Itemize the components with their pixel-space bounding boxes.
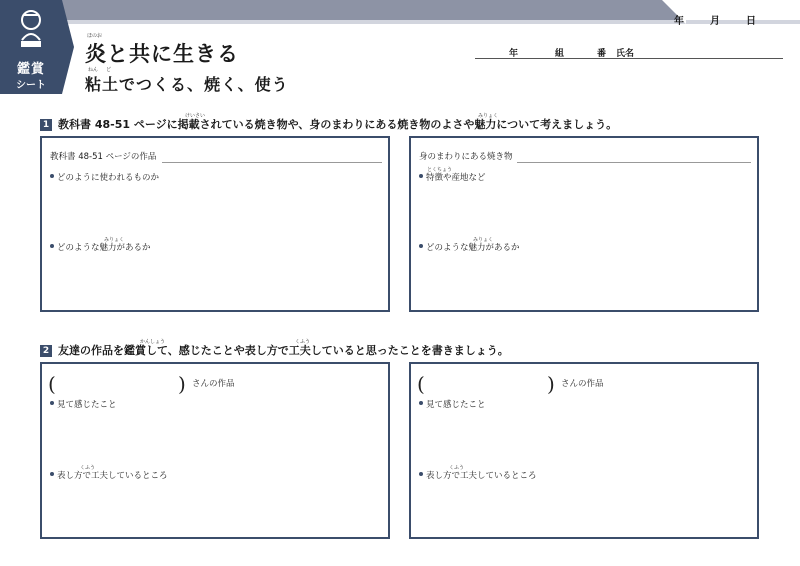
question-1-number: 1 bbox=[40, 119, 52, 131]
q2-left-friend-work-label: さんの作品 bbox=[192, 379, 235, 389]
q1-left-box-header: 教科書 48-51 ページの作品 bbox=[50, 152, 157, 162]
q2-right-bracket-close: ) bbox=[547, 372, 555, 396]
name-number-label: 番 bbox=[597, 49, 607, 59]
q2-ruby-kansho: かんしょう bbox=[140, 339, 166, 345]
page-subtitle: 粘土でつくる、焼く、使う bbox=[85, 75, 289, 94]
subtitle-ruby-nen: ねん bbox=[88, 67, 99, 73]
bullet-icon bbox=[50, 401, 54, 405]
q1-right-item-1-ruby: とくちょう bbox=[427, 167, 453, 173]
page-title: 炎と共に生きる bbox=[85, 42, 239, 66]
bullet-icon bbox=[419, 174, 423, 178]
q1-left-item-2-ruby: みりょく bbox=[104, 237, 125, 243]
q1-right-item-2-ruby: みりょく bbox=[473, 237, 494, 243]
bullet-icon bbox=[419, 401, 423, 405]
q2-left-item-2-ruby: くふう bbox=[80, 465, 96, 471]
name-class-label: 組 bbox=[555, 49, 565, 59]
q1-right-header-line bbox=[517, 162, 751, 163]
name-year-label: 年 bbox=[509, 49, 519, 59]
q2-right-item-2-ruby: くふう bbox=[449, 465, 465, 471]
date-month-label: 月 bbox=[710, 16, 720, 27]
q2-right-item-2: 表し方で工夫しているところ bbox=[419, 469, 537, 481]
q1-ruby-keisai: けいさい bbox=[185, 113, 206, 119]
q1-right-answer-box[interactable] bbox=[409, 136, 759, 312]
bullet-icon bbox=[50, 174, 54, 178]
q1-left-item-2: どのような魅力があるか bbox=[50, 241, 151, 253]
bullet-icon bbox=[50, 244, 54, 248]
q1-left-answer-box[interactable] bbox=[40, 136, 390, 312]
question-2 bbox=[40, 342, 509, 358]
q1-right-item-1: 特徴や産地など bbox=[419, 171, 486, 183]
q2-left-item-1: 見て感じたこと bbox=[50, 398, 117, 410]
q1-left-item-1: どのように使われるものか bbox=[50, 171, 159, 183]
question-2-number: 2 bbox=[40, 345, 52, 357]
top-band bbox=[60, 0, 680, 20]
bullet-icon bbox=[50, 472, 54, 476]
date-day-label: 日 bbox=[746, 16, 756, 27]
q2-right-answer-box[interactable] bbox=[409, 362, 759, 539]
question-2-text: 友達の作品を鑑賞して、感じたことや表し方で工夫していると思ったことを書きましょう。 bbox=[58, 344, 509, 357]
badge-label-main: 鑑賞 bbox=[16, 62, 45, 77]
top-band-light bbox=[60, 20, 800, 24]
q2-left-bracket-open: ( bbox=[48, 372, 56, 396]
title-ruby: ほのお bbox=[87, 33, 103, 39]
name-entry-line[interactable] bbox=[475, 49, 783, 59]
subtitle-ruby-do: ど bbox=[106, 67, 112, 73]
bullet-icon bbox=[419, 472, 423, 476]
q1-left-header-line bbox=[162, 162, 382, 163]
q2-left-answer-box[interactable] bbox=[40, 362, 390, 539]
q2-right-item-1: 見て感じたこと bbox=[419, 398, 486, 410]
q2-left-bracket-close: ) bbox=[178, 372, 186, 396]
q2-ruby-kufu: くふう bbox=[295, 339, 311, 345]
q1-right-item-2: どのような魅力があるか bbox=[419, 241, 520, 253]
q1-ruby-miryoku: みりょく bbox=[478, 113, 499, 119]
name-label: 氏名 bbox=[616, 49, 635, 59]
q2-left-item-2: 表し方で工夫しているところ bbox=[50, 469, 168, 481]
question-1-text: 教科書 48-51 ページに掲載されている焼き物や、身のまわりにある焼き物のよさや魅力について考えましょう。 bbox=[58, 118, 618, 131]
date-year-label: 年 bbox=[674, 16, 684, 27]
q1-right-box-header: 身のまわりにある焼き物 bbox=[419, 152, 513, 162]
appreciation-sheet-badge bbox=[0, 0, 74, 94]
question-1 bbox=[40, 116, 617, 132]
q2-right-friend-work-label: さんの作品 bbox=[561, 379, 604, 389]
badge-label-sub: シート bbox=[16, 80, 46, 91]
bullet-icon bbox=[419, 244, 423, 248]
q2-right-bracket-open: ( bbox=[417, 372, 425, 396]
